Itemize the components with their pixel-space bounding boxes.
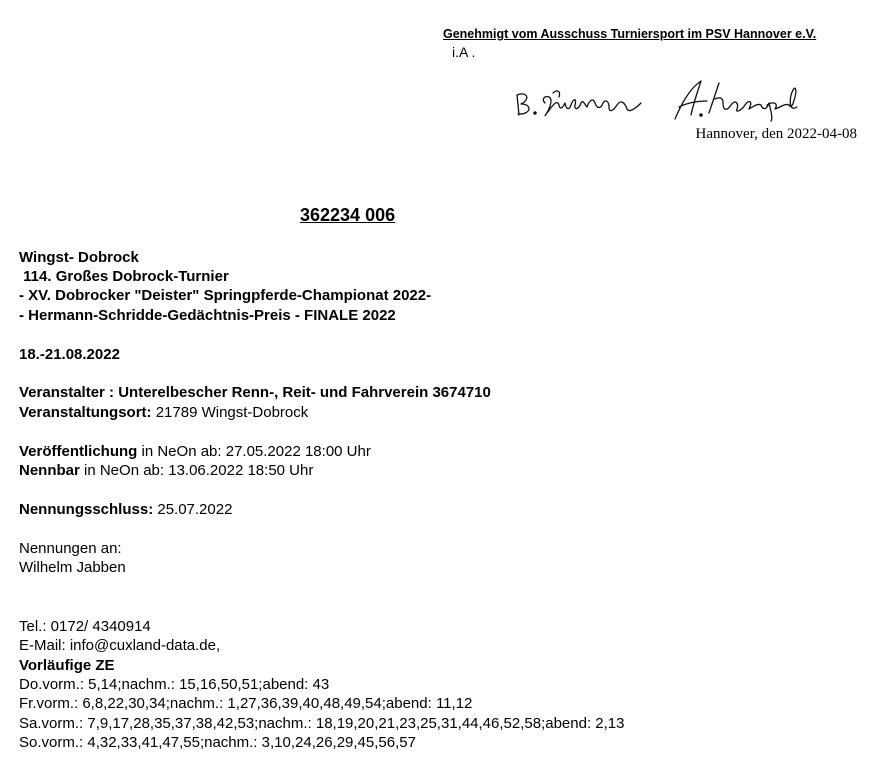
signature-seifenberg xyxy=(517,91,641,116)
ze-line-saturday: Sa.vorm.: 7,9,17,28,35,37,38,42,53;nachm.: 18,19,20,21,23,25,31,44,46,52,58;abend: 2,13 xyxy=(19,715,625,732)
event-location-title: Wingst- Dobrock xyxy=(19,249,139,266)
place-date: Hannover, den 2022-04-08 xyxy=(695,126,857,142)
signature-holzapfel xyxy=(675,81,797,121)
contact-email: E-Mail: info@cuxland-data.de, xyxy=(19,637,221,654)
venue-value: 21789 Wingst-Dobrock xyxy=(151,404,309,421)
document-number: 362234 006 xyxy=(300,205,396,225)
ze-line-sunday: So.vorm.: 4,32,33,41,47,55;nachm.: 3,10,24,26,29,45,56,57 xyxy=(19,734,416,751)
publication-line xyxy=(19,442,371,461)
event-dates: 18.-21.08.2022 xyxy=(19,346,120,363)
nennbar-line xyxy=(19,461,313,480)
publication-value: in NeOn ab: 27.05.2022 18:00 Uhr xyxy=(137,443,371,460)
event-title-line-3: - Hermann-Schridde-Gedächtnis-Preis - FINALE 2022 xyxy=(19,307,396,324)
ia-label: i.A . xyxy=(452,44,476,60)
approval-notice: Genehmigt vom Ausschuss Turniersport im PSV Hannover e.V. xyxy=(443,27,817,41)
deadline-value: 25.07.2022 xyxy=(153,501,233,518)
event-title-line-1: 114. Großes Dobrock-Turnier xyxy=(19,268,229,285)
deadline-line xyxy=(19,500,232,519)
contact-name: Wilhelm Jabben xyxy=(19,559,126,576)
signatures xyxy=(505,75,800,123)
event-title-line-2: - XV. Dobrocker "Deister" Springpferde-Championat 2022- xyxy=(19,287,432,304)
deadline-label: Nennungsschluss: xyxy=(19,501,154,518)
publication-label: Veröffentlichung xyxy=(19,443,138,460)
ze-line-friday: Fr.vorm.: 6,8,22,30,34;nachm.: 1,27,36,39,40,48,49,54;abend: 11,12 xyxy=(19,695,473,712)
nennbar-value: in NeOn ab: 13.06.2022 18:50 Uhr xyxy=(79,462,314,479)
venue-label: Veranstaltungsort: xyxy=(19,404,152,421)
contact-tel: Tel.: 0172/ 4340914 xyxy=(19,618,151,635)
ze-line-thursday: Do.vorm.: 5,14;nachm.: 15,16,50,51;abend: 43 xyxy=(19,676,330,693)
entries-to-label: Nennungen an: xyxy=(19,540,122,557)
ze-heading: Vorläufige ZE xyxy=(19,657,115,674)
nennbar-label: Nennbar xyxy=(19,462,80,479)
organizer-line: Veranstalter : Unterelbescher Renn-, Reit- und Fahrverein 3674710 xyxy=(19,384,491,401)
venue-line xyxy=(19,403,308,422)
